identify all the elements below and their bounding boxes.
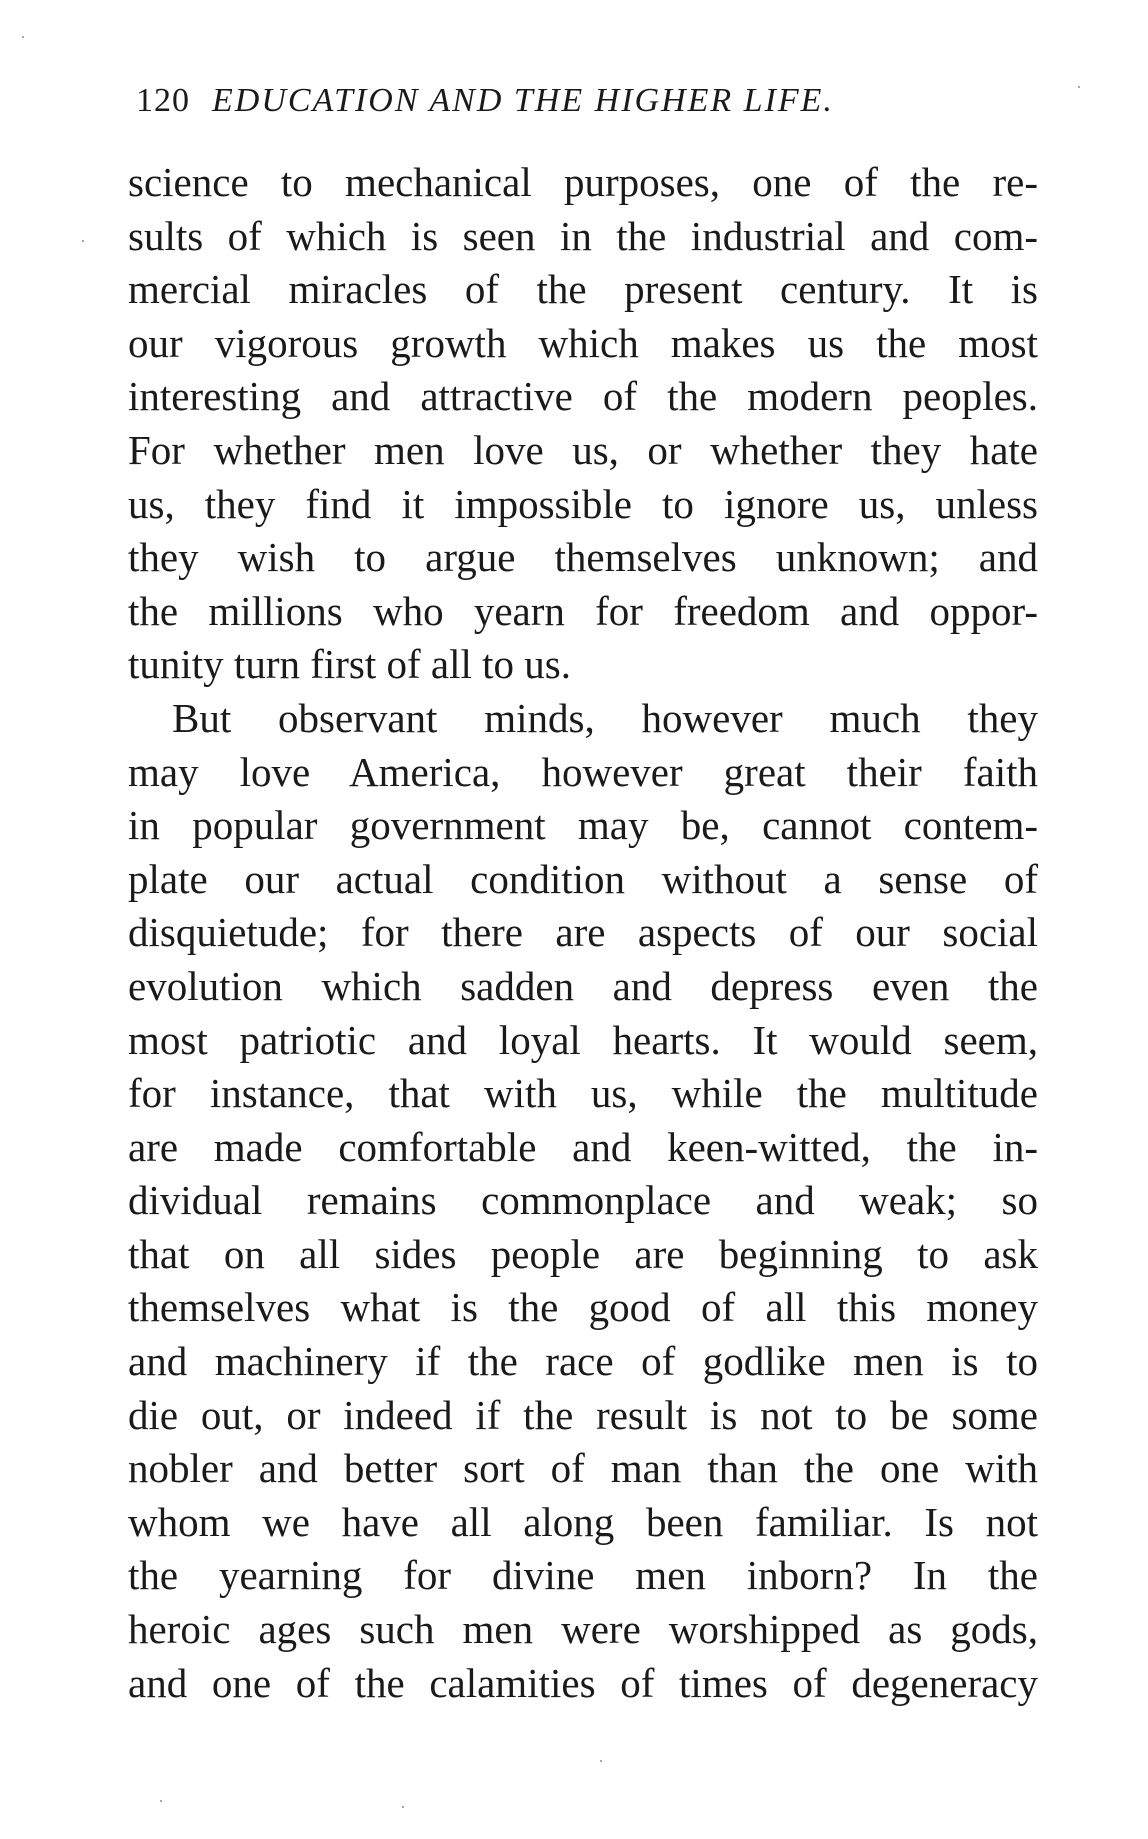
text-line: most patriotic and loyal hearts. It would seem,: [128, 1016, 1038, 1063]
text-line: and machinery if the race of godlike men is to: [128, 1338, 1038, 1385]
scan-speck: [600, 1760, 602, 1762]
text-line: whom we have all along been familiar. Is not: [128, 1498, 1038, 1545]
text-line: and one of the calamities of times of degeneracy: [128, 1659, 1038, 1706]
text-line: for instance, that with us, while the multitude: [128, 1070, 1038, 1117]
text-line: may love America, however great their faith: [128, 748, 1038, 795]
scan-speck: [160, 1800, 162, 1802]
text-line: our vigorous growth which makes us the most: [128, 319, 1038, 366]
text-line: us, they find it impossible to ignore us, unless: [128, 480, 1038, 527]
running-head: [136, 82, 1036, 130]
text-line: that on all sides people are beginning to ask: [128, 1230, 1038, 1277]
scan-speck: [82, 240, 84, 242]
text-line: sults of which is seen in the industrial and com-: [128, 212, 1038, 259]
body-text: [128, 156, 1038, 1710]
text-line: the millions who yearn for freedom and oppor-: [128, 587, 1038, 634]
text-line: dividual remains commonplace and weak; so: [128, 1177, 1038, 1224]
text-line: die out, or indeed if the result is not to be some: [128, 1391, 1038, 1438]
text-line: are made comfortable and keen-witted, the in-: [128, 1123, 1038, 1170]
text-line: themselves what is the good of all this money: [128, 1284, 1038, 1331]
text-line: the yearning for divine men inborn? In the: [128, 1552, 1038, 1599]
text-line: But observant minds, however much they: [172, 694, 1038, 741]
running-title: EDUCATION AND THE HIGHER LIFE.: [212, 82, 834, 119]
text-line: nobler and better sort of man than the one with: [128, 1445, 1038, 1492]
scan-speck: [402, 1806, 404, 1808]
text-line: heroic ages such men were worshipped as gods,: [128, 1606, 1038, 1653]
text-line: tunity turn first of all to us.: [128, 641, 571, 688]
page-number: 120: [136, 82, 190, 119]
scan-speck: [22, 36, 24, 38]
text-line: disquietude; for there are aspects of our social: [128, 909, 1038, 956]
scan-speck: [1078, 86, 1080, 88]
text-line: plate our actual condition without a sense of: [128, 855, 1038, 902]
text-line: interesting and attractive of the modern peoples.: [128, 373, 1038, 420]
text-line: For whether men love us, or whether they hate: [128, 426, 1038, 473]
text-line: mercial miracles of the present century. It is: [128, 266, 1038, 313]
text-line: evolution which sadden and depress even the: [128, 962, 1038, 1009]
text-line: in popular government may be, cannot contem-: [128, 802, 1038, 849]
text-line: they wish to argue themselves unknown; and: [128, 534, 1038, 581]
text-line: science to mechanical purposes, one of the re-: [128, 159, 1038, 205]
